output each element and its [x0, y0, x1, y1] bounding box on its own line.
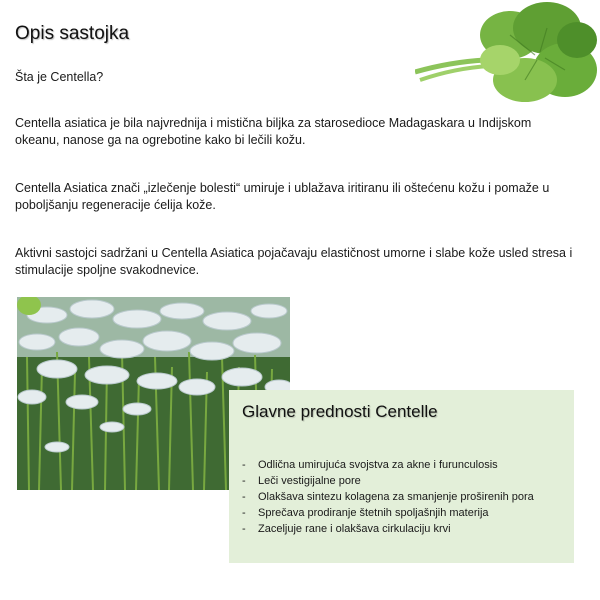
- benefits-list: [242, 457, 534, 537]
- list-item: [242, 521, 534, 537]
- paragraph-active-ingredients: Aktivni sastojci sadržani u Centella Asiatica pojačavaju elastičnost umorne i slabe kože usled stresa i stimulacije spoljne svakodnevice.: [15, 246, 573, 277]
- list-item: [242, 489, 534, 505]
- bullet-dash: -: [242, 475, 246, 487]
- section-question: Šta je Centella?: [15, 70, 104, 84]
- benefit-text: Odlična umirujuća svojstva za akne i furunculosis: [258, 459, 498, 471]
- benefit-text: Sprečava prodiranje štetnih spoljašnjih materija: [258, 507, 489, 519]
- bullet-dash: -: [242, 507, 246, 519]
- list-item: [242, 457, 534, 473]
- benefits-panel: [229, 390, 574, 563]
- benefits-title: Glavne prednosti Centelle: [242, 402, 438, 421]
- benefit-text: Olakšava sintezu kolagena za smanjenje proširenih pora: [258, 491, 534, 503]
- benefit-text: Leči vestigijalne pore: [258, 475, 361, 487]
- centella-leaves-image: [415, 0, 600, 115]
- paragraph-history: Centella asiatica je bila najvrednija i mistična biljka za starosedioce Madagaskara u Indijskom okeanu, nanose ga na ogrebotine kako bi lečili kožu.: [15, 116, 532, 147]
- bullet-dash: -: [242, 491, 246, 503]
- bullet-dash: -: [242, 523, 246, 535]
- page-title: Opis sastojka: [15, 23, 130, 44]
- bullet-dash: -: [242, 459, 246, 471]
- benefit-text: Zaceljuje rane i olakšava cirkulaciju krvi: [258, 523, 451, 535]
- list-item: [242, 473, 534, 489]
- list-item: [242, 505, 534, 521]
- paragraph-meaning: Centella Asiatica znači „izlečenje bolesti“ umiruje i ublažava iritiranu ili oštećenu kožu i pomaže u poboljšanju regeneracije ćelija kože.: [15, 181, 550, 212]
